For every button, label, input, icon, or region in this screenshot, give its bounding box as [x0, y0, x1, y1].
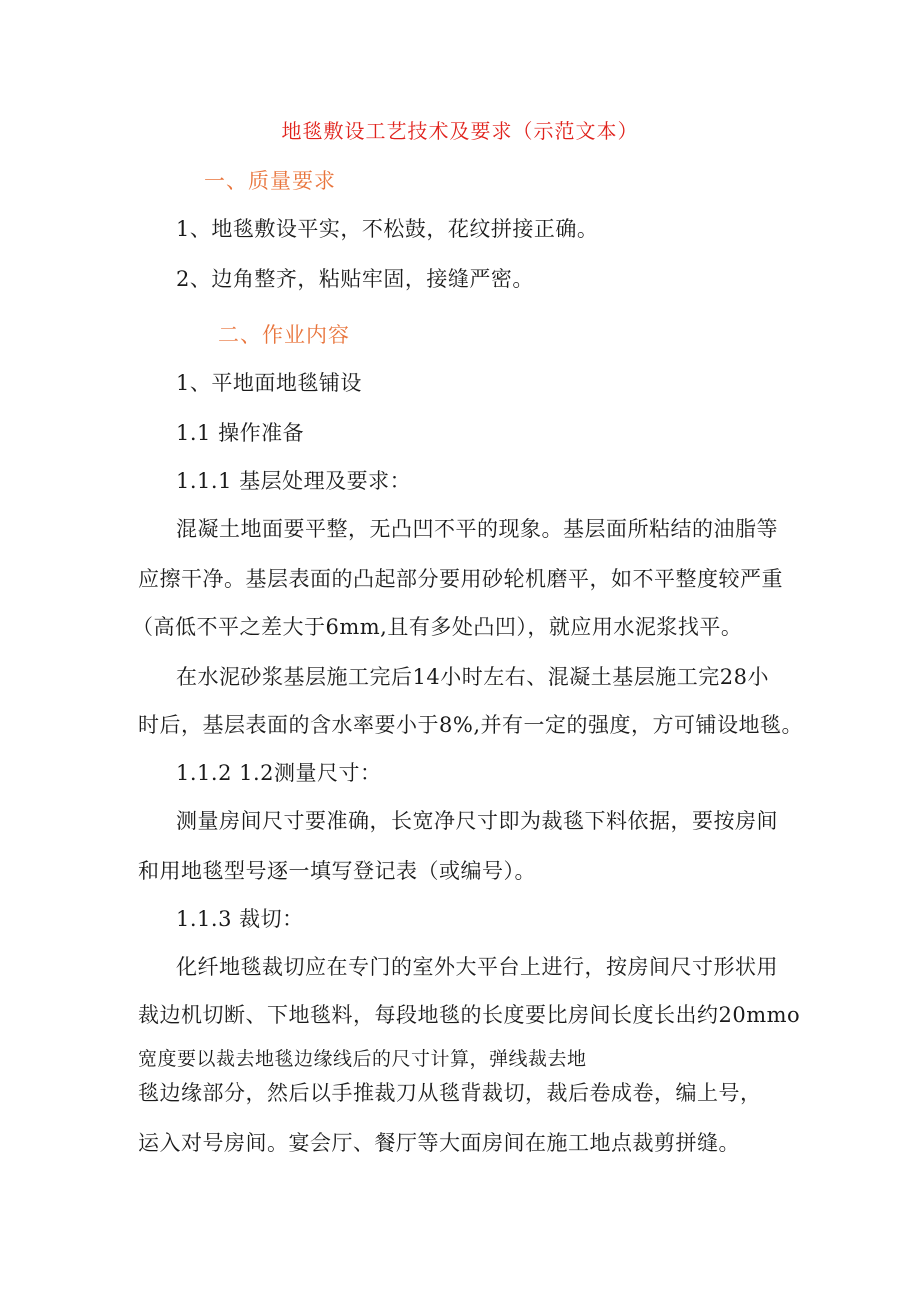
paragraph-line: 在水泥砂浆基层施工完后14小时左右、混凝土基层施工完28小	[176, 665, 769, 689]
paragraph-line: 时后，基层表面的含水率要小于8%,并有一定的强度，方可铺设地毯。	[138, 713, 803, 737]
work-item-1-1-1: 1.1.1 基层处理及要求：	[176, 469, 412, 493]
paragraph-line: 混凝土地面要平整，无凸凹不平的现象。基层面所粘结的油脂等	[176, 517, 778, 541]
subheading-1-1-3: 1.1.3 裁切：	[176, 907, 304, 931]
section-heading-work: 二、作业内容	[218, 323, 350, 347]
paragraph-line: 毯边缘部分，然后以手推裁刀从毯背裁切，裁后卷成卷，编上号，	[138, 1081, 762, 1105]
paragraph-line: 测量房间尺寸要准确，长宽净尺寸即为裁毯下料依据，要按房间	[176, 809, 778, 833]
subheading-1-1-2: 1.1.2 1.2测量尺寸：	[176, 761, 382, 785]
document-title: 地毯敷设工艺技术及要求（示范文本）	[281, 119, 639, 143]
section-heading-quality: 一、质量要求	[204, 169, 336, 193]
work-item-1: 1、平地面地毯铺设	[176, 371, 362, 395]
paragraph-line: 宽度要以裁去地毯边缘线后的尺寸计算，弹线裁去地	[138, 1048, 587, 1070]
paragraph-line: 应擦干净。基层表面的凸起部分要用砂轮机磨平，如不平整度较严重	[138, 567, 783, 591]
paragraph-line: 裁边机切断、下地毯料，每段地毯的长度要比房间长度长出约20mmo	[138, 1003, 801, 1027]
paragraph-line: （高低不平之差大于6mm,且有多处凸凹），就应用水泥浆找平。	[132, 615, 743, 639]
quality-item-2: 2、边角整齐，粘贴牢固，接缝严密。	[176, 267, 534, 291]
quality-item-1: 1、地毯敷设平实，不松鼓，花纹拼接正确。	[176, 217, 599, 241]
paragraph-line: 和用地毯型号逐一填写登记表（或编号）。	[138, 859, 536, 883]
work-item-1-1: 1.1 操作准备	[176, 421, 305, 445]
paragraph-line: 化纤地毯裁切应在专门的室外大平台上进行，按房间尺寸形状用	[176, 955, 778, 979]
paragraph-line: 运入对号房间。宴会厅、餐厅等大面房间在施工地点裁剪拼缝。	[138, 1131, 740, 1155]
